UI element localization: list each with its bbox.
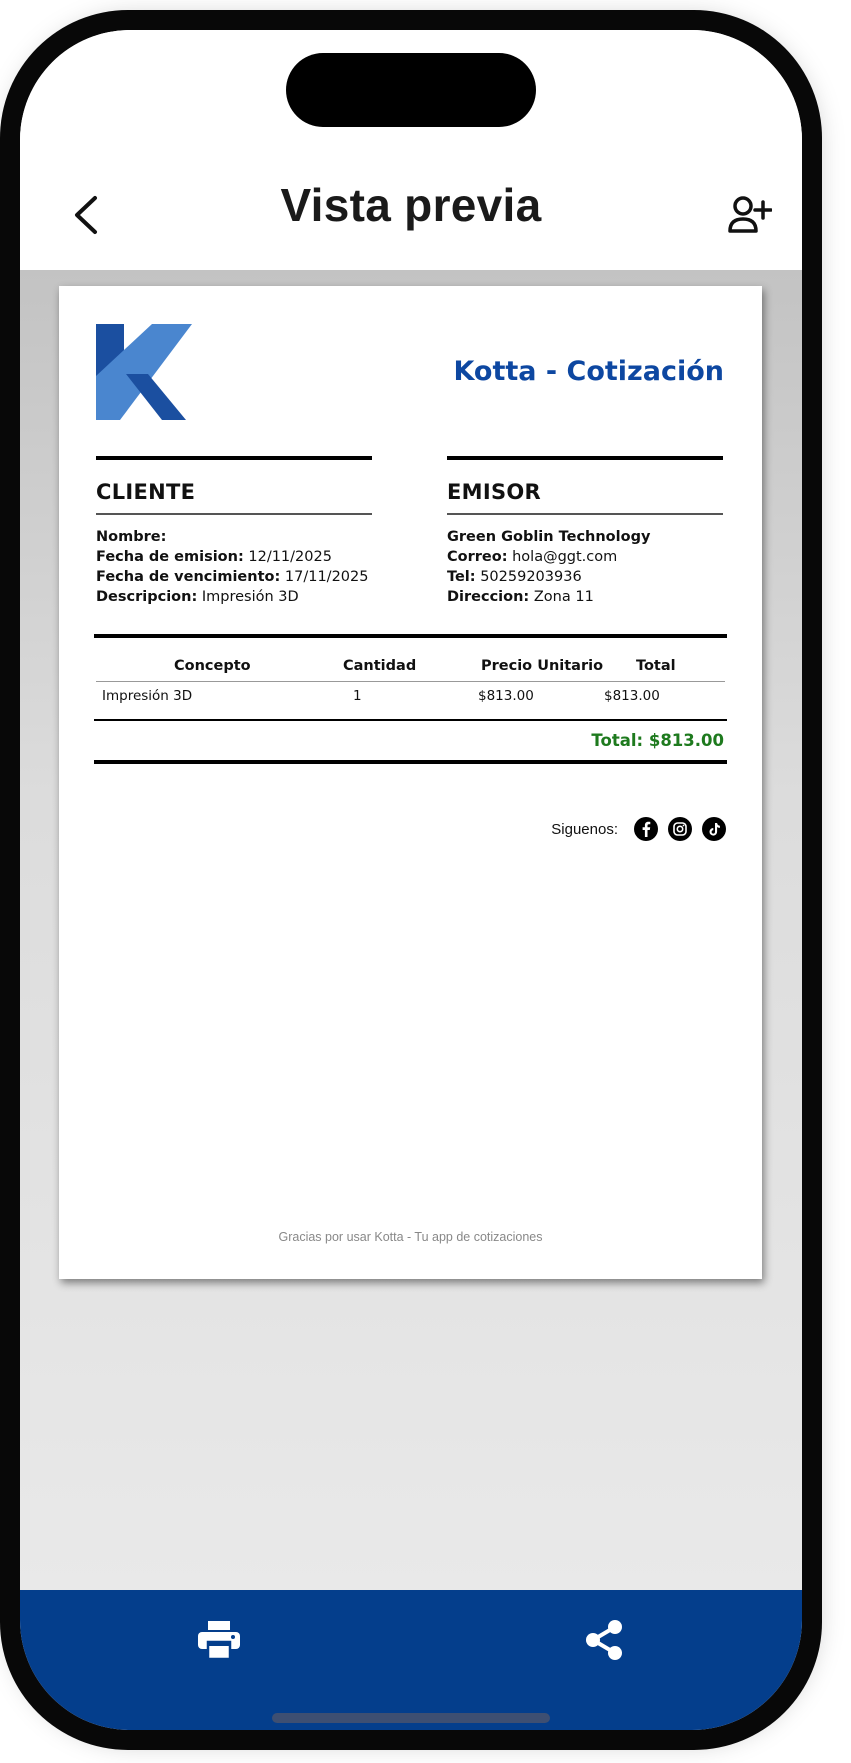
- emisor-section: [447, 456, 723, 607]
- emisor-company: Green Goblin Technology: [447, 529, 651, 545]
- table-top-rule: [94, 634, 727, 638]
- table-header-precio: Precio Unitario: [481, 658, 604, 674]
- quote-document: [59, 286, 762, 1279]
- table-bottom-rule: [94, 719, 727, 721]
- phone-frame: [0, 10, 822, 1750]
- cliente-fecha-emision: Fecha de emision: 12/11/2025: [96, 549, 332, 565]
- divider: [447, 513, 723, 515]
- divider: [96, 456, 372, 460]
- kotta-logo: [96, 324, 192, 420]
- grand-total: Total: $813.00: [591, 731, 724, 750]
- table-header-cantidad: Cantidad: [343, 658, 417, 674]
- social-links: [551, 817, 726, 841]
- tiktok-icon[interactable]: [702, 817, 726, 841]
- total-bottom-rule: [94, 760, 727, 764]
- cliente-section: [96, 456, 372, 607]
- table-cell-concepto: Impresión 3D: [102, 688, 193, 704]
- bottom-toolbar: [20, 1590, 802, 1730]
- table-header-concepto: Concepto: [174, 658, 251, 674]
- user-plus-icon: [728, 195, 772, 235]
- table-cell-precio: $813.00: [478, 688, 534, 704]
- document-title: Kotta - Cotización: [453, 356, 724, 387]
- emisor-tel: Tel: 50259203936: [447, 569, 582, 585]
- screen: [20, 30, 802, 1730]
- share-button[interactable]: [574, 1610, 634, 1670]
- dynamic-island: [286, 53, 536, 127]
- cliente-nombre: Nombre:: [96, 529, 167, 545]
- page-title: Vista previa: [280, 179, 542, 231]
- emisor-heading: EMISOR: [447, 480, 542, 504]
- table-header-rule: [96, 681, 725, 682]
- emisor-direccion: Direccion: Zona 11: [447, 589, 594, 605]
- cliente-heading: CLIENTE: [96, 480, 196, 504]
- add-user-button[interactable]: [720, 185, 780, 245]
- table-header-total: Total: [636, 658, 676, 674]
- follow-label: Siguenos:: [551, 820, 618, 838]
- table-cell-total: $813.00: [604, 688, 660, 704]
- instagram-icon[interactable]: [668, 817, 692, 841]
- preview-area[interactable]: [20, 270, 802, 1590]
- divider: [96, 513, 372, 515]
- cliente-descripcion: Descripcion: Impresión 3D: [96, 589, 299, 605]
- facebook-icon[interactable]: [634, 817, 658, 841]
- table-cell-cantidad: 1: [353, 688, 362, 704]
- document-footer: Gracias por usar Kotta - Tu app de cotizaciones: [278, 1230, 543, 1244]
- print-icon: [198, 1621, 240, 1659]
- home-indicator[interactable]: [272, 1713, 550, 1723]
- print-button[interactable]: [189, 1610, 249, 1670]
- share-icon: [584, 1619, 624, 1661]
- emisor-correo: Correo: hola@ggt.com: [447, 549, 618, 565]
- divider: [447, 456, 723, 460]
- cliente-fecha-vencimiento: Fecha de vencimiento: 17/11/2025: [96, 569, 369, 585]
